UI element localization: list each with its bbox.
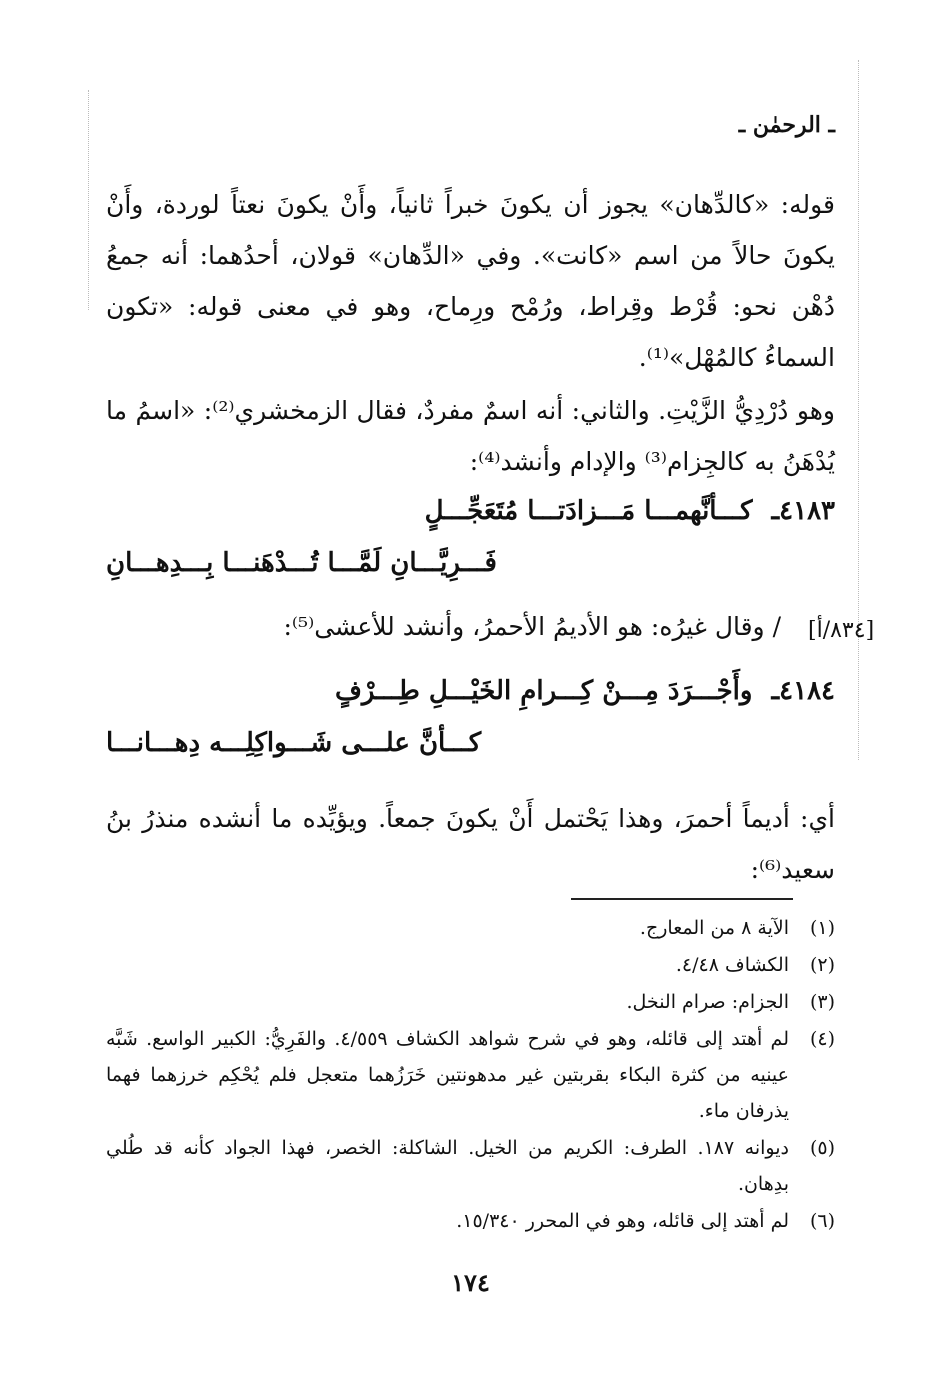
verse-hemistich: فَـــرِيَّـــانِ لَمَّـــا تُـــدْهَنـــا بِـــدِهـــانِ <box>106 548 497 578</box>
footnote-number: (٥) <box>809 1137 835 1159</box>
footnote-text: لم أهتد إلى قائله، وهو في المحرر ١٥/٣٤٠. <box>456 1210 789 1232</box>
footnote <box>106 1203 835 1239</box>
paragraph: / وقال غيرُه: هو الأديمُ الأحمرُ، وأنشد للأعشى⁽⁵⁾: <box>283 612 781 641</box>
verse-hemistich: كـــأنَّهمـــا مَـــزادَتـــا مُتَعَجِّـــلٍ <box>424 496 753 526</box>
footnotes <box>106 910 835 1240</box>
scan-guide-line <box>88 90 89 310</box>
verse-hemistich: كـــأنَّ علـــى شَـــواكِلِـــه دِهـــانـــا <box>106 728 482 758</box>
footnote-number: (٣) <box>809 991 835 1013</box>
verse-line <box>106 548 497 578</box>
footnote-number: (١) <box>809 917 835 939</box>
verse-line <box>425 496 835 526</box>
footnote-number: (٢) <box>809 954 835 976</box>
verse-line <box>335 676 835 706</box>
paragraph: وهو دُرْدِيُّ الزَّيْتِ. والثاني: أنه اسمٌ مفردٌ، فقال الزمخشري⁽²⁾: «اسمُ ما يُدْهَنُ به كالجِزام⁽³⁾ والإدام وأنشد⁽⁴⁾: <box>106 396 835 476</box>
verse-number: ٤١٨٤ـ <box>771 676 835 706</box>
verse-line <box>106 728 481 758</box>
page-number: ١٧٤ <box>451 1268 490 1297</box>
manuscript-folio-reference: [٨٣٤/أ] <box>808 618 875 643</box>
footnote-text: الكشاف ٤/٤٨. <box>675 954 789 976</box>
running-title: ـ الرحمٰن ـ <box>738 112 835 138</box>
paragraph: أي: أديماً أحمرَ، وهذا يَحْتمل أَنْ يكونَ جمعاً. ويؤيِّده ما أنشده منذرُ بنُ سعيد⁽⁶⁾: <box>106 804 835 884</box>
footnote <box>106 1021 835 1129</box>
footnote-text: الآية ٨ من المعارج. <box>639 917 789 939</box>
footnote-text: لم أهتد إلى قائله، وهو في شرح شواهد الكشاف ٤/٥٥٩. والفَرِيُّ: الكبير الواسع. شَبَّه عينيه من كثرة البكاء بقربتين غير مدهونتين خَرَزُهما متعجل فلم يُحْكِم خرزهما فهما يذرفان ماء. <box>106 1028 789 1122</box>
scan-guide-line <box>858 60 859 760</box>
footnote-separator <box>571 898 793 900</box>
footnote-text: ديوانه ١٨٧. الطرف: الكريم من الخيل. الشاكلة: الخصر، فهذا الجواد كأنه قد طُلي بدِهان. <box>106 1137 789 1195</box>
footnote <box>106 947 835 983</box>
footnote <box>106 984 835 1020</box>
verse-hemistich: وأَجْـــرَدَ مِـــنْ كِـــرامِ الخَيْـــلِ طِـــرْفٍ <box>334 676 753 706</box>
footnote <box>106 1130 835 1202</box>
footnote-text: الجزام: صرام النخل. <box>626 991 789 1013</box>
footnote <box>106 910 835 946</box>
footnote-number: (٦) <box>809 1210 835 1232</box>
footnote-number: (٤) <box>809 1028 835 1050</box>
verse-number: ٤١٨٣ـ <box>771 496 835 526</box>
paragraph: قوله: «كالدِّهان» يجوز أن يكونَ خبراً ثانياً، وأَنْ يكونَ نعتاً لوردة، وأَنْ يكونَ حالاً من اسم «كانت». وفي «الدِّهان» قولان، أحدُهما: أنه جمعُ دُهْن نحو: قُرْط وقِراط، ورُمْح ورِماح، وهو في معنى قوله: «تكون السماءُ كالمُهْل»⁽¹⁾. <box>106 190 835 372</box>
